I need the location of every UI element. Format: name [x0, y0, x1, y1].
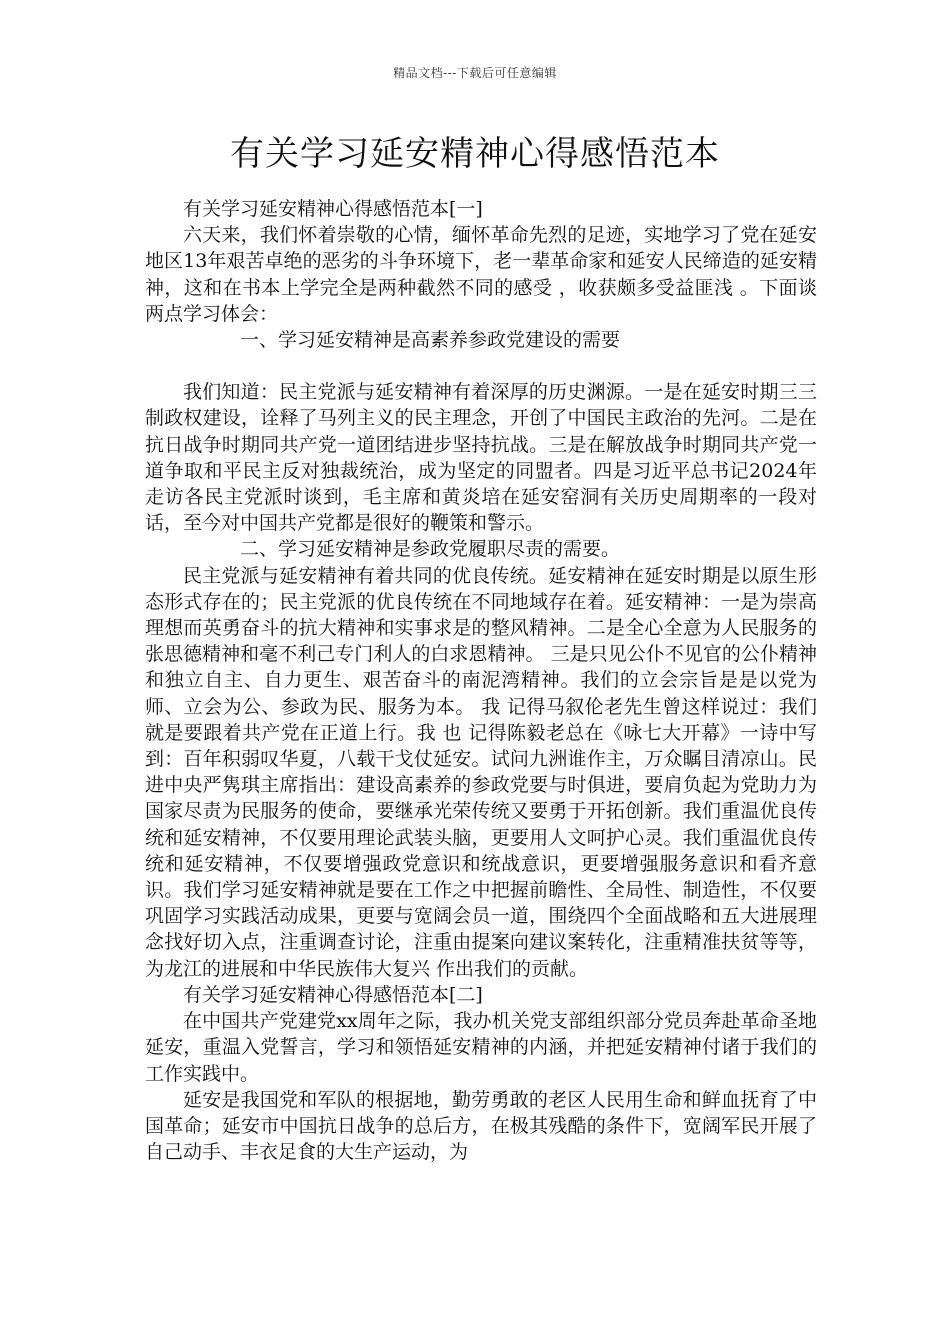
- document-body: [145, 196, 817, 1165]
- section-heading-2: 有关学习延安精神心得感悟范本[二]: [183, 983, 483, 1006]
- paragraph: 六天来，我们怀着崇敬的心情，缅怀革命先烈的足迹，实地学习了党在延安地区13年艰苦卓绝的恶劣的斗争环境下，老一辈革命家和延安人民缔造的延安精神，这和在书本上学完全是两种截然不同的感受 ，收获颇多受益匪浅 。下面谈两点学习体会：: [145, 224, 817, 325]
- paragraph: 在中国共产党建党xx周年之际，我办机关党支部组织部分党员奔赴革命圣地延安，重温入党誓言，学习和领悟延安精神的内涵，并把延安精神付诸于我们的工作实践中。: [145, 1010, 817, 1085]
- header-note: 精品文档---下载后可任意编辑: [393, 66, 557, 80]
- subsection-heading-2: 二、学习延安精神是参政党履职尽责的需要。: [240, 538, 621, 561]
- section-heading-1: 有关学习延安精神心得感悟范本[一]: [183, 198, 483, 220]
- paragraph: 我们知道：民主党派与延安精神有着深厚的历史渊源。一是在延安时期三三制政权建设，诠释了马列主义的民主理念，开创了中国民主政治的先河。二是在抗日战争时期同共产党一道团结进步坚持抗战。三是在解放战争时期同共产党一道争取和平民主反对独裁统治，成为坚定的同盟者。四是习近平总书记2024年走访各民主党派时谈到，毛主席和黄炎培在延安窑洞有关历史周期率的一段对话，至今对中国共产党都是很好的鞭策和警示。: [145, 381, 817, 535]
- document-title: 有关学习延安精神心得感悟范本: [230, 134, 720, 174]
- subsection-heading-1: 一、学习延安精神是高素养参政党建设的需要: [240, 329, 621, 352]
- paragraph: 延安是我国党和军队的根据地，勤劳勇敢的老区人民用生命和鲜血抚育了中国革命；延安市中国抗日战争的总后方，在极其残酷的条件下，宽阔军民开展了自己动手、丰衣足食的大生产运动，为: [145, 1088, 817, 1164]
- paragraph: 民主党派与延安精神有着共同的优良传统。延安精神在延安时期是以原生形态形式存在的；民主党派的优良传统在不同地域存在着。延安精神：一是为崇高理想而英勇奋斗的抗大精神和实事求是的整风精神。二是全心全意为人民服务的张思德精神和毫不利己专门利人的白求恩精神。 三是只见公仆不见官的公仆精神和独立自主、自力更生、艰苦奋斗的南泥湾精神。我们的立会宗旨是是以党为师、立会为公、参政为民、服务为本。 我 记得马叙伦老先生曾这样说过：我们就是要跟着共产党在正道上行。我 也 记得陈毅老总在《咏七大开幕》一诗中写到：百年积弱叹华夏，八载干戈仗延安。试问九洲谁作主，万众瞩目清凉山。民进中央严隽琪主席指出：建设高素养的参政党要与时俱进，要肩负起为党助力为国家尽责为民服务的使命，要继承光荣传统又要勇于开拓创新。我们重温优良传统和延安精神，不仅要用理论武装头脑，更要用人文呵护心灵。我们重温优良传统和延安精神，不仅要增强政党意识和统战意识，更要增强服务意识和看齐意识。我们学习延安精神就是要在工作之中把握前瞻性、全局性、制造性，不仅要巩固学习实践活动成果，更要与宽阔会员一道，围绕四个全面战略和五大进展理念找好切入点，注重调查讨论，注重由提案向建议案转化，注重精准扶贫等等，为龙江的进展和中华民族伟大复兴 作出我们的贡献。: [145, 564, 817, 980]
